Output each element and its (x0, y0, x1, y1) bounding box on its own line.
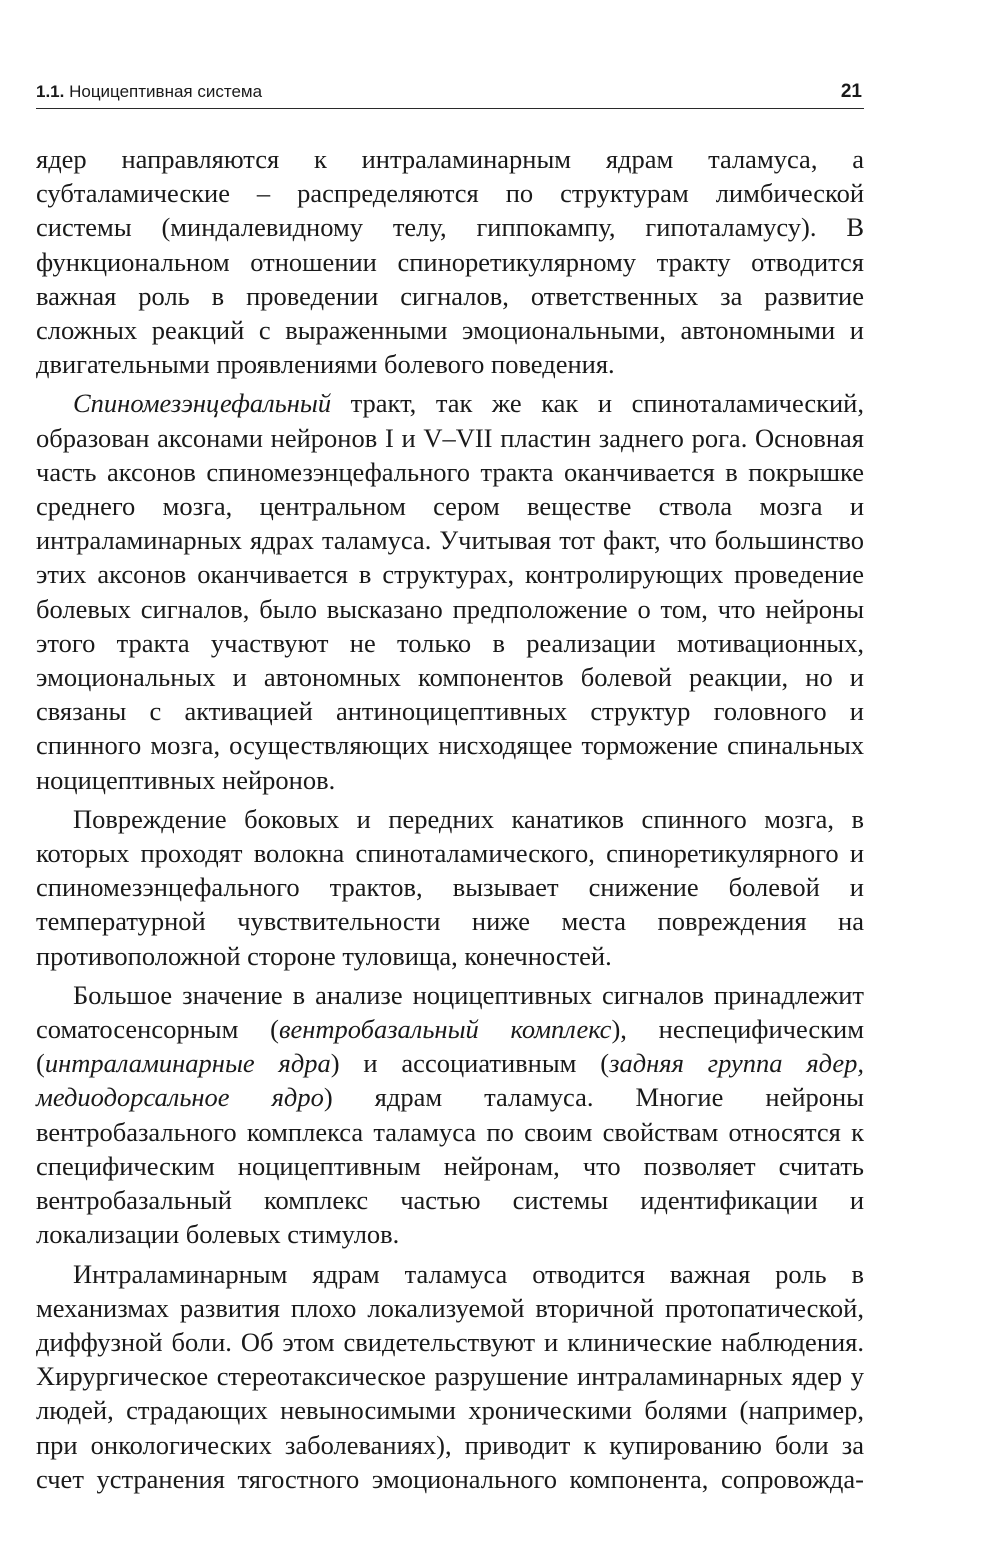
book-page (36, 0, 864, 1547)
text-segment: ) ядрам таламуса. Многие нейроны вентробазального комплекса таламуса по своим свойствам относятся к специфическим ноцицептивным нейронам, что позволяет считать вентробазальный комплекс частью системы идентификации и локализации болевых стимулов. (36, 1082, 864, 1250)
text-segment: ядер направляются к интраламинарным ядрам таламуса, а субталамические – распределяются по структурам лимбической системы (миндалевидному телу, гиппокампу, гипоталамусу). В функциональном отношении спиноретикулярному тракту отводится важная роль в проведении сигналов, ответственных за развитие сложных реакций с выраженными эмоциональными, автономными и двигательными проявлениями болевого поведения. (36, 144, 864, 380)
italic-term: Спиномезэнцефальный (73, 388, 332, 419)
paragraph (36, 386, 864, 796)
running-header (36, 80, 864, 109)
italic-term: интраламинарные ядра (44, 1048, 331, 1079)
italic-term: вентробазальный комплекс (278, 1014, 612, 1045)
paragraph (36, 142, 864, 381)
section-heading (36, 82, 262, 102)
text-segment: Повреждение боковых и передних канатиков спинного мозга, в которых проходят волокна спиноталамического, спиноретикулярного и спиномезэнцефального трактов, вызывает снижение болевой и температурной чувствительности ниже места повреждения на противоположной стороне туловища, конечностей. (36, 803, 864, 971)
paragraph (36, 1257, 864, 1496)
page-number: 21 (840, 81, 862, 102)
body-text (36, 142, 864, 1501)
paragraph (36, 802, 864, 973)
text-segment: тракт, так же как и спиноталамический, образован аксонами нейронов I и V–VII пластин заднего рога. Основная часть аксонов спиномезэнцефального тракта оканчивается в покрышке среднего мозга, центральном сером веществе ствола мозга и интраламинарных ядрах таламуса. Учитывая тот факт, что большинство этих аксонов оканчивается в структурах, контролирующих проведение болевых сигналов, было высказано предположение о том, что нейроны этого тракта участвуют не только в реализации мотивационных, эмоциональных и автономных компонентов болевой реакции, но и связаны с активацией антиноцицептивных структур головного и спинного мозга, осуществляющих нисходящее торможение спинальных ноцицептивных нейронов. (36, 388, 864, 795)
paragraph (36, 978, 864, 1252)
text-segment: Большое значение в анализе ноцицептивных сигналов принадлежит соматосенсорным ( (36, 979, 864, 1045)
text-segment: ), неспецифическим ( (36, 1014, 864, 1079)
section-title: Ноцицептивная система (69, 82, 263, 101)
section-number: 1.1. (36, 82, 65, 101)
text-segment: ) и ассоциативным ( (330, 1048, 610, 1079)
text-segment: Интраламинарным ядрам таламуса отводится важная роль в механизмах развития плохо локализуемой вторичной протопатической, диффузной боли. Об этом свидетельствуют и клинические наблюдения. Хирургическое стереотаксическое разрушение интраламинарных ядер у людей, страдающих невыносимыми хроническими болями (например, при онкологических заболеваниях), приводит к купированию боли за счет устранения тягостного эмоционального компонента, сопровожда- (36, 1258, 864, 1494)
italic-term: задняя группа ядер, медиодорсальное ядро (36, 1048, 865, 1113)
